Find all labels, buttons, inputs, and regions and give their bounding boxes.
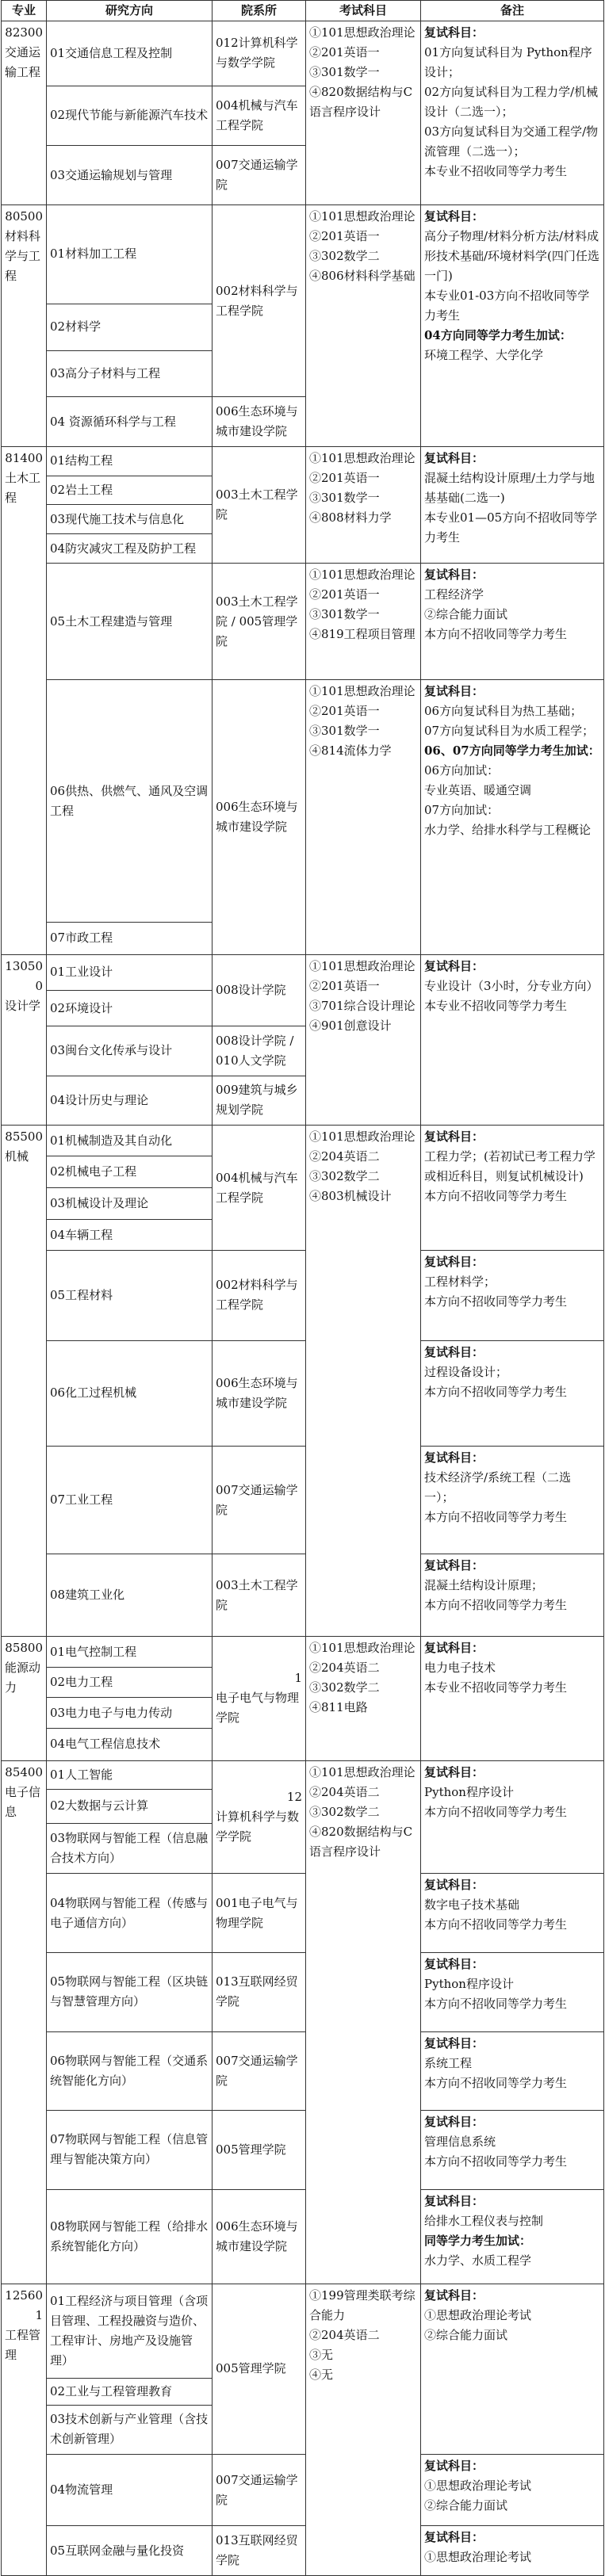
remarks-title: 复试科目： [424,25,484,40]
remarks-cell [421,205,604,447]
remarks-title: 复试科目： [424,1558,484,1573]
table-row [2,205,604,304]
table-row [2,2111,604,2190]
exam-subjects-cell [306,1125,421,1636]
department-cell [213,680,306,955]
exam-subject: ①101思想政治理论 [309,1764,415,1779]
remarks-title: 复试科目： [424,2458,484,2473]
direction-cell: 02现代节能与新能源汽车技术 [47,86,213,145]
table-row [2,954,604,990]
remarks-line: 07方向加试： [424,803,500,818]
remarks-line: 专业设计（3小时，分专业方向） [424,978,599,993]
table-row [2,1637,604,1668]
department-name: 002材料科学与工程学院 [216,283,298,318]
remarks-line: 高分子物理/材料分析方法/材料成形技术基础/环境材料学(四门任选一门) [424,229,599,284]
table-row [2,1251,604,1340]
exam-subject: ④811电路 [309,1700,368,1715]
remarks-line: 技术经济学/系统工程（二选一）； [424,1470,572,1505]
remarks-title: 复试科目： [424,2115,484,2130]
major-cell [2,446,47,954]
department-cell [213,146,306,205]
direction-cell: 07物联网与智能工程（信息管理与智能决策方向） [47,2111,213,2190]
exam-subject: ④901创意设计 [309,1018,392,1033]
major-name: 设计学 [5,998,41,1013]
header-remarks: 备注 [421,1,604,21]
remarks-line: 管理信息系统 [424,2135,496,2150]
remarks-cell [421,954,604,1125]
direction-cell: 04 资源循环科学与工程 [47,397,213,446]
direction-cell: 04设计历史与理论 [47,1076,213,1125]
remarks-title: 复试科目： [424,1956,484,1971]
exam-subject: ①101思想政治理论 [309,958,415,973]
direction-cell: 03闽台文化传承与设计 [47,1026,213,1076]
remarks-line: 电力电子技术 [424,1661,496,1676]
department-cell [213,2031,306,2111]
exam-subject: ①101思想政治理论 [309,567,415,582]
exam-subjects-cell [306,954,421,1125]
table-row [2,1952,604,2031]
exam-subject: ②201英语一 [309,470,380,485]
exam-subject: ④814流体力学 [309,743,392,759]
remarks-line: 本方向不招收同等学力考生 [424,1510,568,1525]
table-row [2,680,604,923]
direction-cell: 04车辆工程 [47,1219,213,1251]
department-number: 1 [294,1671,302,1686]
remarks-cell [421,1125,604,1251]
exam-subject: ③302数学二 [309,1680,380,1695]
remarks-line: 本方向不招收同等学力考生 [424,1188,568,1203]
table-row [2,446,604,476]
header-exam-subjects: 考试科目 [306,1,421,21]
remarks-title: 复试科目： [424,209,484,224]
remarks-line: 过程设备设计； [424,1364,508,1379]
department-name: 009建筑与城乡规划学院 [216,1083,298,1118]
direction-cell: 03技术创新与产业管理（含技术创新管理） [47,2405,213,2454]
header-direction: 研究方向 [47,1,213,21]
direction-cell: 02工业与工程管理教育 [47,2378,213,2405]
department-name: 001电子电气与物理学院 [216,1895,298,1930]
remarks-title: 复试科目： [424,1450,484,1466]
direction-cell: 02环境设计 [47,990,213,1026]
remarks-line: 混凝土结构设计原理/土力学与地基基础(二选一) [424,470,595,505]
exam-subject: ④803机械设计 [309,1188,392,1203]
remarks-line: 本方向不招收同等学力考生 [424,1384,568,1399]
major-code: 125601 [5,2287,43,2322]
exam-subject: ③301数学一 [309,724,380,739]
remarks-cell [421,1340,604,1447]
department-cell [213,1952,306,2031]
remarks-line: 本方向不招收同等学力考生 [424,1598,568,1613]
department-cell [213,86,306,145]
department-cell [213,1874,306,1953]
exam-subject: ③701综合设计理论 [309,998,415,1013]
remarks-title: 复试科目： [424,1255,484,1270]
direction-cell: 04物流管理 [47,2454,213,2526]
remarks-line: 水力学、水质工程学 [424,2253,532,2268]
department-cell [213,21,306,86]
department-name: 003土木工程学院 [216,1577,298,1612]
exam-subject: ④无 [309,2367,334,2382]
direction-cell: 03机械设计及理论 [47,1188,213,1220]
major-cell [2,2284,47,2575]
major-cell [2,205,47,447]
department-cell [213,397,306,446]
remarks-line: 同等学力考生加试： [424,2233,532,2248]
department-name: 007交通运输学院 [216,1482,298,1517]
major-cell [2,1760,47,2284]
department-name: 005管理学院 [216,2142,286,2157]
direction-cell: 05工程材料 [47,1251,213,1340]
direction-cell: 01交通信息工程及控制 [47,21,213,86]
exam-subject: ②204英语二 [309,1661,380,1676]
department-cell [213,1340,306,1447]
department-name: 002材料科学与工程学院 [216,1278,298,1313]
department-name: 计算机科学与数学学院 [216,1809,300,1844]
major-cell [2,954,47,1125]
major-cell [2,21,47,205]
exam-subjects-cell [306,680,421,955]
exam-subject: ②204英语二 [309,2327,380,2342]
direction-cell: 01工程经济与项目管理（含项目管理、工程投融资与造价、工程审计、房地产及设施管理） [47,2284,213,2378]
department-name: 005管理学院 [216,2361,286,2376]
remarks-line: 数字电子技术基础 [424,1898,520,1913]
department-cell [213,2526,306,2576]
exam-subject: ①101思想政治理论 [309,450,415,465]
direction-cell: 01材料加工工程 [47,205,213,304]
remarks-title: 复试科目： [424,1764,484,1779]
remarks-line: ②综合能力面试 [424,2498,508,2513]
remarks-line: 本方向不招收同等学力考生 [424,2075,568,2090]
department-name: 电子电气与物理学院 [216,1691,300,1726]
department-name: 013互联网经贸学院 [216,1974,298,2009]
department-name: 007交通运输学院 [216,2053,298,2088]
remarks-line: 混凝土结构设计原理； [424,1578,544,1593]
remarks-cell [421,2031,604,2111]
major-code: 130500 [5,958,43,993]
remarks-line: 系统工程 [424,2055,473,2070]
department-name: 007交通运输学院 [216,2472,298,2507]
exam-subjects-cell [306,563,421,679]
department-cell [213,2111,306,2190]
remarks-cell [421,1637,604,1760]
direction-cell: 04电气工程信息技术 [47,1728,213,1760]
major-code: 82300 [5,25,43,40]
remarks-line: 给排水工程仪表与控制 [424,2213,544,2228]
direction-cell: 01电气控制工程 [47,1637,213,1668]
table-row [2,1340,604,1447]
exam-subject: ①101思想政治理论 [309,684,415,699]
exam-subject: ④808材料力学 [309,510,392,525]
direction-cell: 07工业工程 [47,1447,213,1554]
major-code: 85400 [5,1764,43,1779]
remarks-cell [421,2284,604,2454]
exam-subject: ③301数学一 [309,65,380,79]
department-name: 006生态环境与城市建设学院 [216,799,298,834]
remarks-line: 本专业01-03方向不招收同等学力考生 [424,289,590,323]
department-name: 008设计学院 [216,982,286,997]
remarks-line: 03方向复试科目为交通工程学/物流管理（二选一）； [424,124,599,159]
major-code: 85500 [5,1129,43,1144]
direction-cell: 01机械制造及其自动化 [47,1125,213,1156]
direction-cell: 02机械电子工程 [47,1156,213,1188]
remarks-cell [421,2526,604,2576]
department-cell [213,1447,306,1554]
major-name: 机械 [5,1148,29,1164]
exam-subjects-cell [306,1760,421,2284]
table-row [2,1760,604,1789]
remarks-cell [421,2189,604,2284]
remarks-line: 本专业01—05方向不招收同等学力考生 [424,510,598,545]
remarks-title: 复试科目： [424,1878,484,1893]
remarks-line: 07方向复试科目为水质工程学； [424,724,595,739]
remarks-line: 环境工程学、大学化学 [424,348,544,363]
department-cell [213,2189,306,2284]
table-row [2,1554,604,1637]
table-row [2,1447,604,1554]
major-name: 能源动力 [5,1661,41,1695]
exam-subject: ④806材料科学基础 [309,269,415,284]
header-department: 院系所 [213,1,306,21]
major-name: 电子信息 [5,1784,41,1819]
table-row [2,2031,604,2111]
remarks-cell [421,563,604,679]
department-name: 006生态环境与城市建设学院 [216,1375,298,1410]
direction-cell: 06化工过程机械 [47,1340,213,1447]
remarks-cell [421,1874,604,1953]
table-row [2,563,604,679]
exam-subject: ①101思想政治理论 [309,209,415,224]
major-name: 材料科学与工程 [5,229,41,284]
exam-subject: ①199管理类联考综合能力 [309,2287,415,2322]
exam-subject: ④820数据结构与C语言程序设计 [309,85,413,119]
major-name: 土木工程 [5,470,41,505]
remarks-line: 01方向复试科目为 Python程序设计； [424,45,592,79]
direction-cell: 04防灾减灾工程及防护工程 [47,534,213,564]
remarks-line: 本方向不招收同等学力考生 [424,1804,568,1819]
direction-cell: 06供热、供燃气、通风及空调工程 [47,680,213,923]
exam-subject: ②201英语一 [309,229,380,244]
remarks-line: Python程序设计 [424,1976,514,1991]
direction-cell: 08建筑工业化 [47,1554,213,1637]
exam-subject: ②201英语一 [309,704,380,719]
major-cell [2,1637,47,1760]
direction-cell: 07市政工程 [47,922,213,954]
exam-subjects-cell [306,2284,421,2575]
remarks-line: 水力学、给排水科学与工程概论 [424,823,592,838]
remarks-line: 06方向加试： [424,763,500,778]
department-name: 004机械与汽车工程学院 [216,1170,298,1205]
table-row [2,2454,604,2526]
remarks-line: 本方向不招收同等学力考生 [424,1917,568,1932]
program-table [1,0,604,2576]
remarks-line: ①思想政治理论考试 [424,2550,532,2565]
major-name: 交通运输工程 [5,45,41,79]
remarks-title: 复试科目： [424,958,484,973]
exam-subject: ③302数学二 [309,249,380,264]
remarks-cell [421,1251,604,1340]
remarks-title: 复试科目： [424,450,484,465]
exam-subject: ④819工程项目管理 [309,626,415,641]
department-cell [213,2454,306,2526]
remarks-cell [421,1952,604,2031]
exam-subject: ④820数据结构与C语言程序设计 [309,1824,413,1859]
remarks-line: 06、07方向同等学力考生加试： [424,743,600,759]
remarks-line: 本方向不招收同等学力考生 [424,1996,568,2011]
exam-subjects-cell [306,205,421,447]
department-cell [213,1760,306,1874]
direction-cell: 01结构工程 [47,446,213,476]
remarks-cell [421,2111,604,2190]
remarks-line: 本专业不招收同等学力考生 [424,164,568,178]
direction-cell: 05物联网与智能工程（区块链与智慧管理方向） [47,1952,213,2031]
remarks-title: 复试科目： [424,684,484,699]
direction-cell: 02材料学 [47,304,213,350]
remarks-title: 复试科目： [424,1641,484,1656]
department-cell [213,1076,306,1125]
remarks-title: 复试科目： [424,2035,484,2050]
major-code: 80500 [5,209,43,224]
department-cell [213,1251,306,1340]
table-row [2,21,604,86]
department-cell [213,1637,306,1760]
remarks-line: 本方向不招收同等学力考生 [424,2154,568,2169]
remarks-cell [421,2454,604,2526]
remarks-line: 工程材料学； [424,1275,496,1290]
table-row [2,2284,604,2378]
remarks-cell [421,680,604,955]
remarks-cell [421,21,604,205]
exam-subject: ②201英语一 [309,45,380,59]
table-row [2,2189,604,2284]
exam-subject: ①101思想政治理论 [309,25,415,40]
department-name: 003土木工程学院 / 005管理学院 [216,594,298,648]
remarks-line: 工程经济学 [424,587,484,602]
major-code: 85800 [5,1641,43,1656]
exam-subject: ③301数学一 [309,606,380,621]
remarks-title: 复试科目： [424,2530,484,2545]
remarks-cell [421,1447,604,1554]
department-name: 006生态环境与城市建设学院 [216,2219,298,2253]
department-cell [213,446,306,563]
exam-subject: ①101思想政治理论 [309,1129,415,1144]
department-name: 004机械与汽车工程学院 [216,97,298,132]
remarks-line: ②综合能力面试 [424,606,508,621]
department-cell [213,563,306,679]
remarks-title: 复试科目： [424,2193,484,2208]
department-cell [213,2284,306,2454]
direction-cell: 03高分子材料与工程 [47,350,213,397]
exam-subject: ①101思想政治理论 [309,1641,415,1656]
exam-subject: ③301数学一 [309,490,380,505]
direction-cell: 01工业设计 [47,954,213,990]
department-cell [213,1026,306,1076]
direction-cell: 03现代施工技术与信息化 [47,505,213,534]
exam-subject: ③无 [309,2347,334,2362]
direction-cell: 05互联网金融与量化投资 [47,2526,213,2576]
department-cell [213,205,306,397]
direction-cell: 08物联网与智能工程（给排水系统智能化方向） [47,2189,213,2284]
remarks-line: 工程力学；(若初试已考工程力学或相近科目，则复试机械设计) [424,1148,595,1183]
table-row [2,1874,604,1953]
department-name: 006生态环境与城市建设学院 [216,404,298,439]
department-name: 013互联网经贸学院 [216,2533,298,2568]
remarks-cell [421,446,604,563]
remarks-line: ①思想政治理论考试 [424,2307,532,2322]
direction-cell: 02电力工程 [47,1667,213,1698]
department-cell [213,954,306,1026]
remarks-line: 06方向复试科目为热工基础； [424,704,583,719]
direction-cell: 02岩土工程 [47,476,213,505]
department-name: 007交通运输学院 [216,158,298,193]
exam-subject: ②204英语二 [309,1784,380,1799]
remarks-line: 本专业不招收同等学力考生 [424,998,568,1013]
direction-cell: 02大数据与云计算 [47,1789,213,1823]
exam-subject: ③302数学二 [309,1804,380,1819]
exam-subjects-cell [306,446,421,563]
major-name: 工程管理 [5,2327,41,2362]
exam-subject: ②204英语二 [309,1148,380,1164]
remarks-title: 复试科目： [424,1129,484,1144]
exam-subjects-cell [306,1637,421,1760]
department-cell [213,1554,306,1637]
remarks-title: 复试科目： [424,1344,484,1359]
department-name: 008设计学院 / 010人文学院 [216,1033,294,1068]
major-cell [2,1125,47,1636]
header-major: 专业 [2,1,47,21]
header-row [2,1,604,21]
exam-subjects-cell [306,21,421,205]
remarks-line: 本专业不招收同等学力考生 [424,1680,568,1695]
remarks-line: ①思想政治理论考试 [424,2478,532,2493]
table-row [2,2526,604,2576]
remarks-line: 本方向不招收同等学力考生 [424,626,568,641]
exam-subject: ②201英语一 [309,978,380,993]
direction-cell: 03物联网与智能工程（信息融合技术方向） [47,1823,213,1873]
program-rows [2,21,604,2576]
department-cell [213,1125,306,1251]
remarks-line: Python程序设计 [424,1784,514,1799]
major-code: 81400 [5,450,43,465]
remarks-cell [421,1760,604,1874]
remarks-cell [421,1554,604,1637]
remarks-line: 专业英语、暖通空调 [424,783,532,798]
exam-subject: ②201英语一 [309,587,380,602]
remarks-line: ②综合能力面试 [424,2327,508,2342]
direction-cell: 03电力电子与电力传动 [47,1698,213,1729]
exam-subject: ③302数学二 [309,1168,380,1183]
department-name: 012计算机科学与数学学院 [216,36,298,71]
remarks-title: 复试科目： [424,567,484,582]
direction-cell: 04物联网与智能工程（传感与电子通信方向） [47,1874,213,1953]
department-name: 003土木工程学院 [216,487,298,522]
direction-cell: 05土木工程建造与管理 [47,563,213,679]
direction-cell: 03交通运输规划与管理 [47,146,213,205]
remarks-line: 04方向同等学力考生加试： [424,328,572,343]
remarks-line: 本方向不招收同等学力考生 [424,1294,568,1309]
table-row [2,1125,604,1156]
remarks-line: 02方向复试科目为工程力学/机械设计（二选一）； [424,85,599,119]
direction-cell: 06物联网与智能工程（交通系统智能化方向） [47,2031,213,2111]
direction-cell: 01人工智能 [47,1760,213,1789]
department-number: 12 [286,1789,302,1804]
remarks-title: 复试科目： [424,2287,484,2303]
